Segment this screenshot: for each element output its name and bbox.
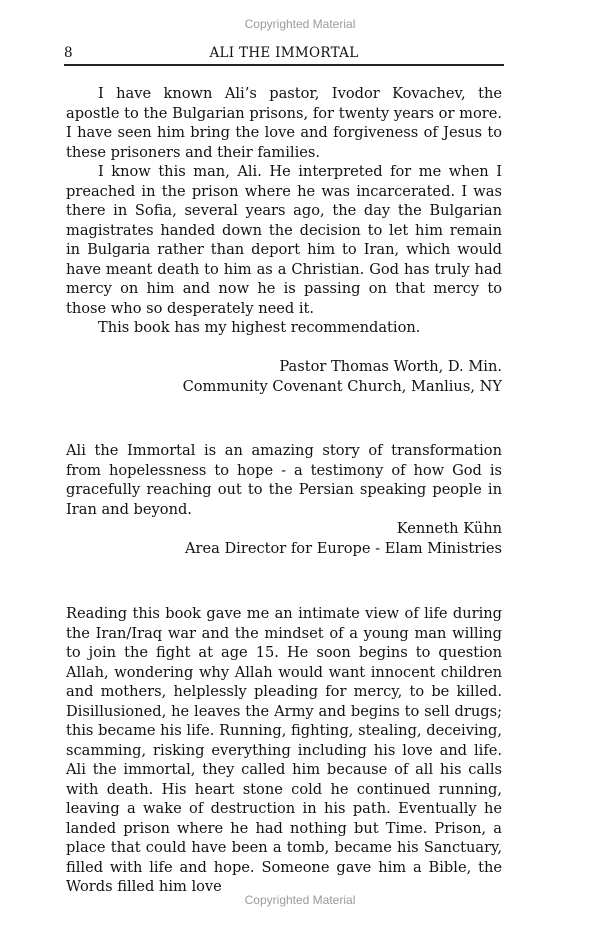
signature-org: Community Covenant Church, Manlius, NY — [182, 377, 502, 395]
signature-org: Area Director for Europe - Elam Ministries — [184, 539, 502, 557]
watermark-top: Copyrighted Material — [244, 17, 356, 31]
signature-name: Pastor Thomas Worth, D. Min. — [279, 358, 502, 375]
paragraph: Reading this book gave me an intimate view of life during the Iran/Iraq war and the mindset of a young man willing to join the fight at age 15. He soon begins to question Allah, wondering why Allah would want innocent children and mothers, helplessly pleading for mercy, to be killed. Disillusioned, he leaves the Army and begins to sell drugs; this became his life. Running, fighting, stealing, deceiving, scamming, risking everything including his love and life. Ali the immortal, they called him because of all his calls with death. His heart stone cold he continued running, leaving a wake of destruction in his path. Eventually he landed prison where he had nothing but Time. Prison, a place that could have been a tomb, became his Sanctuary, filled with life and hope. Someone gave him a Bible, the Words filled him love — [66, 605, 502, 895]
signature-name: Kenneth Kühn — [396, 520, 502, 537]
paragraph: This book has my highest recommendation. — [98, 319, 421, 336]
watermark-bottom: Copyrighted Material — [244, 893, 356, 907]
running-title: ALI THE IMMORTAL — [209, 45, 359, 61]
page-number: 8 — [64, 45, 73, 61]
paragraph: Ali the Immortal is an amazing story of transformation from hopelessness to hope - a testimony of how God is gracefully reaching out to the Persian speaking people in Iran and beyond. — [66, 442, 502, 518]
endorsement-review — [66, 604, 502, 897]
paragraph: I know this man, Ali. He interpreted for me when I preached in the prison where he was incarcerated. I was there in Sofia, several years ago, the day the Bulgarian magistrates handed down the decision to let him remain in Bulgaria rather than deport him to Iran, which would have meant death to him as a Christian. God has truly had mercy on him and now he is passing on that mercy to those who so desperately need it. — [66, 163, 502, 317]
endorsement-kuhn — [66, 441, 502, 558]
paragraph: I have known Ali’s pastor, Ivodor Kovachev, the apostle to the Bulgarian prisons, for twenty years or more. I have seen him bring the love and forgiveness of Jesus to these prisoners and their families. — [66, 85, 502, 161]
page-header — [64, 45, 504, 66]
endorsement-worth — [66, 84, 502, 396]
